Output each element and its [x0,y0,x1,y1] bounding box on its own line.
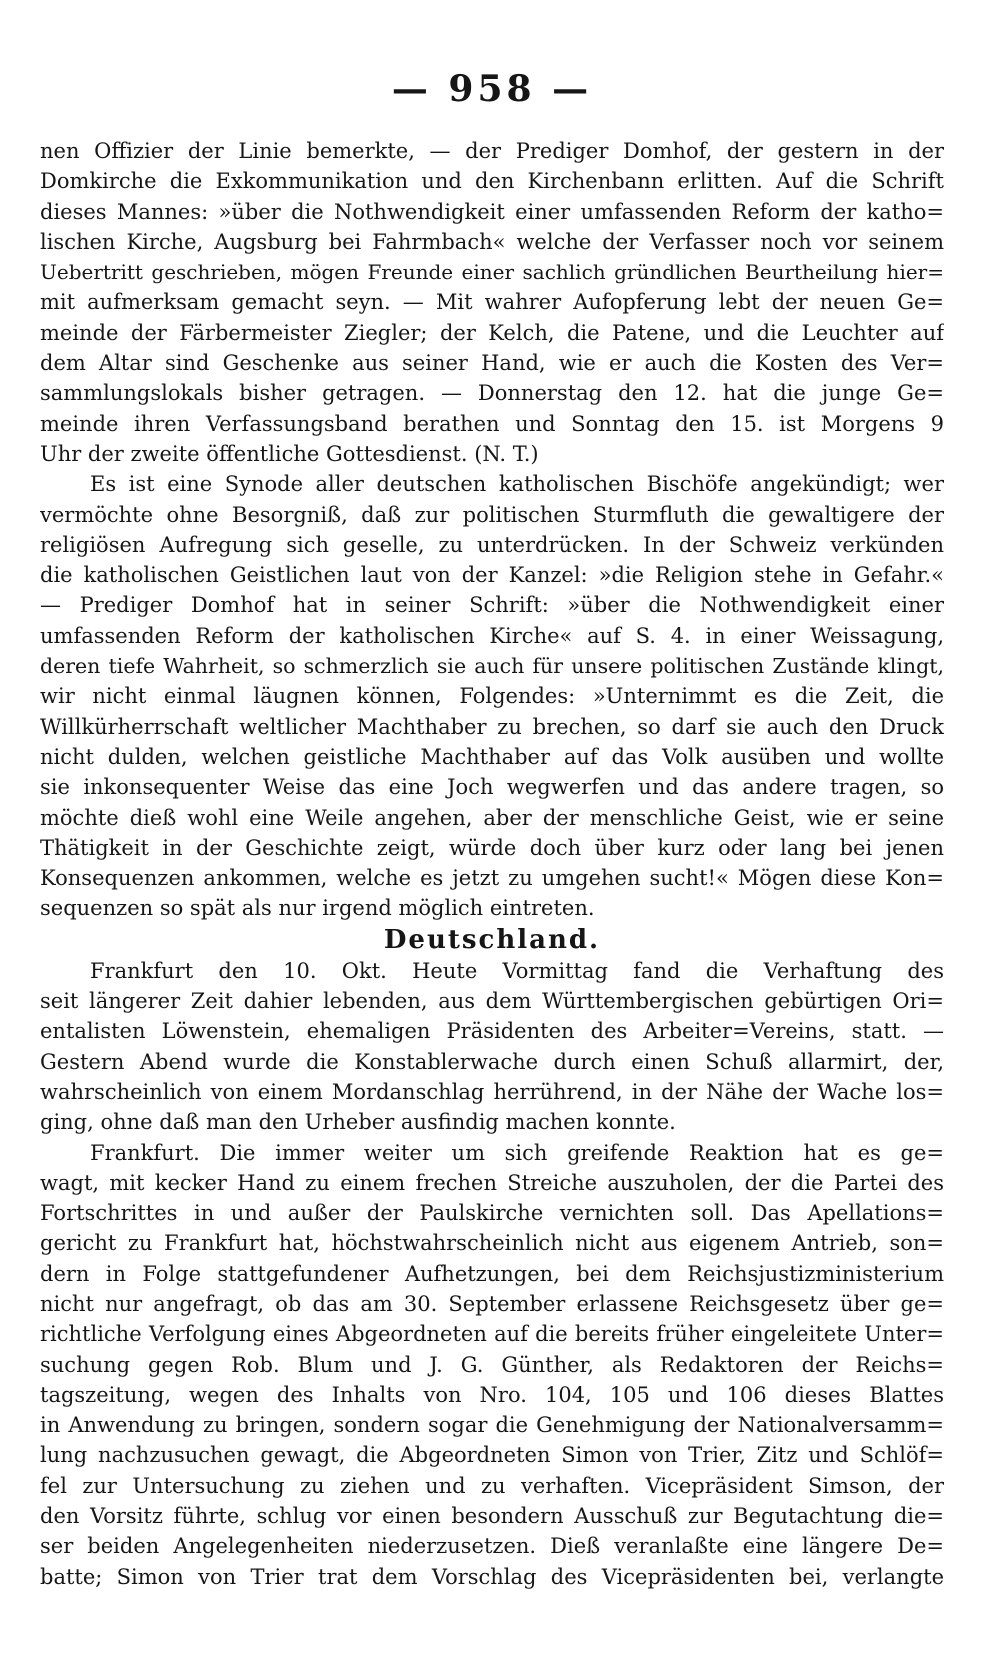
text-line: möchte dieß wohl eine Weile angehen, aber der menschliche Geist, wie er seine [40,805,944,830]
text-line: tagszeitung, wegen des Inhalts von Nro. 104, 105 und 106 dieses Blattes [40,1382,944,1407]
text-line: sammlungslokals bisher getragen. — Donnerstag den 12. hat die junge Ge= [40,381,944,406]
text-line: Domkirche die Exkommunikation und den Kirchenbann erlitten. Auf die Schrift [40,169,944,194]
text-line: richtliche Verfolgung eines Abgeordneten auf die bereits früher eingeleitete Unter= [40,1322,944,1347]
text-line: die katholischen Geistlichen laut von der Kanzel: »die Religion stehe in Gefahr.« [40,563,944,588]
text-line: vermöchte ohne Besorgniß, daß zur politischen Sturmfluth die gewaltigere der [40,502,944,527]
text-line: sequenzen so spät als nur irgend möglich eintreten. [40,896,595,921]
text-line: Fortschrittes in und außer der Paulskirche vernichten soll. Das Apellations= [40,1201,944,1226]
text-line: dem Altar sind Geschenke aus seiner Hand, wie er auch die Kosten des Ver= [40,351,944,376]
text-line: nicht nur angefragt, ob das am 30. September erlassene Reichsgesetz über ge= [40,1291,944,1316]
text-line: lischen Kirche, Augsburg bei Fahrmbach« welche der Verfasser noch vor seinem [40,229,944,254]
text-line: Uhr der zweite öffentliche Gottesdienst. (N. T.) [40,441,539,466]
text-line: Konsequenzen ankommen, welche es jetzt zu umgehen sucht!« Mögen diese Kon= [40,866,944,891]
text-line: mit aufmerksam gemacht seyn. — Mit wahrer Aufopferung lebt der neuen Ge= [40,290,944,315]
text-line: ging, ohne daß man den Urheber ausfindig machen konnte. [40,1110,676,1135]
text-line: in Anwendung zu bringen, sondern sogar die Genehmigung der Nationalversamm= [40,1413,944,1438]
text-line: batte; Simon von Trier trat dem Vorschlag des Vicepräsidenten bei, verlangte [40,1564,944,1589]
section-heading: Deutschland. [383,924,601,955]
text-line: nen Offizier der Linie bemerkte, — der Prediger Domhof, der gestern in der [40,139,944,163]
text-line: Gestern Abend wurde die Konstablerwache durch einen Schuß allarmirt, der, [40,1049,944,1074]
text-line: Willkürherrschaft weltlicher Machthaber zu brechen, so darf sie auch den Druck [40,714,944,739]
text-line: deren tiefe Wahrheit, so schmerzlich sie auch für unsere politischen Zustände klingt, [40,654,944,679]
text-line: den Vorsitz führte, schlug vor einen besondern Ausschuß zur Begutachtung die= [40,1504,944,1529]
page-number: — 958 — [391,68,593,110]
text-line: ser beiden Angelegenheiten niederzusetzen. Dieß veranlaßte eine längere De= [40,1534,944,1559]
text-line: fel zur Untersuchung zu ziehen und zu verhaften. Vicepräsident Simson, der [40,1473,944,1498]
text-line: dieses Mannes: »über die Nothwendigkeit einer umfassenden Reform der katho= [40,199,944,224]
text-line: Uebertritt geschrieben, mögen Freunde einer sachlich gründlichen Beurtheilung hier= [40,260,944,285]
text-line: meinde der Färbermeister Ziegler; der Kelch, die Patene, und die Leuchter auf [40,320,944,345]
text-line: entalisten Löwenstein, ehemaligen Präsidenten des Arbeiter=Vereins, statt. — [40,1019,944,1044]
text-line: suchung gegen Rob. Blum und J. G. Günther, als Redaktoren der Reichs= [40,1352,944,1377]
text-line: umfassenden Reform der katholischen Kirche« auf S. 4. in einer Weissagung, [40,623,944,648]
text-line: Thätigkeit in der Geschichte zeigt, würde doch über kurz oder lang bei jenen [40,835,944,860]
text-line: wagt, mit kecker Hand zu einem frechen Streiche auszuholen, der die Partei des [40,1170,944,1195]
text-line: lung nachzusuchen gewagt, die Abgeordneten Simon von Trier, Zitz und Schlöf= [40,1443,944,1468]
text-line: wahrscheinlich von einem Mordanschlag herrührend, in der Nähe der Wache los= [40,1079,944,1104]
text-line: — Prediger Domhof hat in seiner Schrift: »über die Nothwendigkeit einer [40,593,944,618]
text-line: Frankfurt. Die immer weiter um sich greifende Reaktion hat es ge= [90,1140,944,1165]
text-line: sie inkonsequenter Weise das eine Joch wegwerfen und das andere tragen, so [40,775,944,800]
text-line: Frankfurt den 10. Okt. Heute Vormittag fand die Verhaftung des [90,958,944,983]
text-line: dern in Folge stattgefundener Aufhetzungen, bei dem Reichsjustizministerium [40,1261,944,1286]
text-line: religiösen Aufregung sich geselle, zu unterdrücken. In der Schweiz verkünden [40,532,944,557]
text-column [40,136,944,1592]
text-line: meinde ihren Verfassungsband berathen und Sonntag den 15. ist Morgens 9 [40,411,944,436]
text-line: Es ist eine Synode aller deutschen katholischen Bischöfe angekündigt; wer [90,472,944,497]
text-line: seit längerer Zeit dahier lebenden, aus dem Württembergischen gebürtigen Ori= [40,989,944,1014]
text-line: wir nicht einmal läugnen können, Folgendes: »Unternimmt es die Zeit, die [40,684,944,709]
text-line: gericht zu Frankfurt hat, höchstwahrscheinlich nicht aus eigenem Antrieb, son= [40,1231,944,1256]
text-line: nicht dulden, welchen geistliche Machthaber auf das Volk ausüben und wollte [40,744,944,769]
